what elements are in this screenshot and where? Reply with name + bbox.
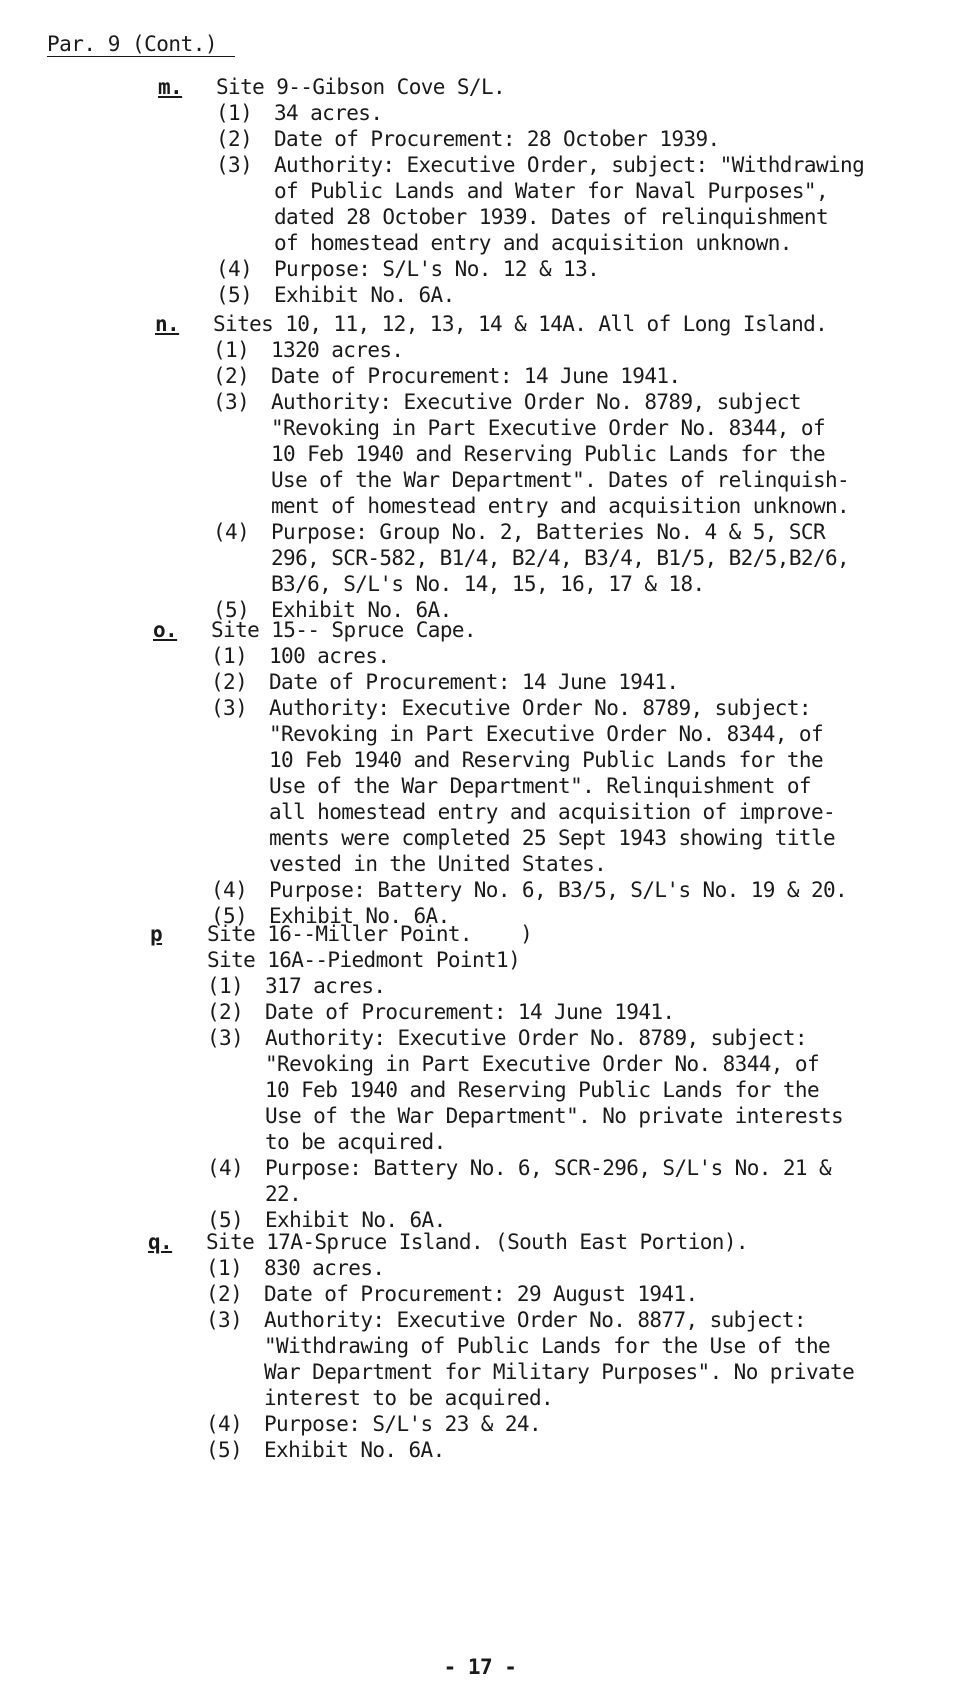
item-number: (4): [213, 520, 250, 544]
list-item: [213, 519, 849, 597]
text-line: Authority: Executive Order No. 8789, subject:: [269, 696, 811, 720]
text-line: Authority: Executive Order, subject: "Withdrawing: [274, 153, 865, 177]
list-item: [216, 152, 864, 256]
item-number: (3): [206, 1308, 243, 1332]
item-number: (3): [216, 153, 253, 177]
item-text: [274, 282, 864, 308]
list-item: [206, 1255, 854, 1281]
text-line: of Public Lands and Water for Naval Purposes",: [274, 179, 828, 203]
item-number: (3): [207, 1026, 244, 1050]
text-line: 10 Feb 1940 and Reserving Public Lands for the: [265, 1078, 819, 1102]
text-line: 100 acres.: [269, 644, 390, 668]
text-line: 10 Feb 1940 and Reserving Public Lands for the: [271, 442, 825, 466]
item-number: (2): [206, 1282, 243, 1306]
item-text: [269, 695, 847, 877]
item-number: (4): [211, 878, 248, 902]
item-number: (5): [216, 283, 253, 307]
text-line: ments were completed 25 Sept 1943 showing title: [269, 826, 836, 850]
item-number: (5): [206, 1438, 243, 1462]
list-item: [211, 695, 847, 877]
text-line: Exhibit No. 6A.: [265, 1208, 446, 1232]
item-number: (2): [213, 364, 250, 388]
section-letter: q.: [148, 1230, 173, 1254]
section-letter: n.: [155, 312, 180, 336]
text-line: 10 Feb 1940 and Reserving Public Lands for the: [269, 748, 823, 772]
section-body: [206, 1229, 854, 1463]
text-line: Exhibit No. 6A.: [269, 904, 450, 928]
text-line: Date of Procurement: 14 June 1941.: [271, 364, 681, 388]
section-body: [207, 921, 843, 1233]
list-item: [213, 389, 849, 519]
text-line: Purpose: Battery No. 6, B3/5, S/L's No. 19 & 20.: [269, 878, 848, 902]
item-text: [274, 152, 864, 256]
text-line: 22.: [265, 1182, 302, 1206]
list-item: [206, 1411, 854, 1437]
text-line: Exhibit No. 6A.: [271, 598, 452, 622]
item-text: [265, 1025, 843, 1155]
item-text: [271, 337, 849, 363]
text-line: "Revoking in Part Executive Order No. 8344, of: [269, 722, 823, 746]
section-letter: p: [150, 922, 163, 946]
item-text: [271, 389, 849, 519]
text-line: dated 28 October 1939. Dates of relinquishment: [274, 205, 828, 229]
page-header: Par. 9 (Cont.): [47, 32, 235, 57]
item-text: [269, 643, 847, 669]
text-line: 34 acres.: [274, 101, 383, 125]
text-line: of homestead entry and acquisition unknown.: [274, 231, 792, 255]
section-letter: o.: [153, 618, 178, 642]
item-text: [274, 256, 864, 282]
text-line: vested in the United States.: [269, 852, 607, 876]
section-title: Site 16--Miller Point. ): [207, 922, 533, 946]
item-number: (4): [206, 1412, 243, 1436]
item-text: [269, 877, 847, 903]
section-title: Site 16A--Piedmont Point1): [207, 948, 521, 972]
item-text: [264, 1255, 854, 1281]
item-number: (2): [207, 1000, 244, 1024]
section-title: Site 9--Gibson Cove S/L.: [216, 75, 506, 99]
text-line: Purpose: S/L's No. 12 & 13.: [274, 257, 600, 281]
text-line: 317 acres.: [265, 974, 386, 998]
item-text: [271, 363, 849, 389]
text-line: to be acquired.: [265, 1130, 446, 1154]
item-text: [264, 1437, 854, 1463]
text-line: Date of Procurement: 14 June 1941.: [269, 670, 679, 694]
list-item: [206, 1307, 854, 1411]
section-body: [211, 617, 847, 929]
list-item: [211, 669, 847, 695]
list-item: [206, 1281, 854, 1307]
item-text: [264, 1281, 854, 1307]
text-line: all homestead entry and acquisition of improve-: [269, 800, 836, 824]
list-item: [216, 282, 864, 308]
item-text: [265, 973, 843, 999]
item-number: (1): [207, 974, 244, 998]
item-text: [265, 999, 843, 1025]
item-number: (1): [213, 338, 250, 362]
section-letter: m.: [158, 75, 183, 99]
text-line: Purpose: Battery No. 6, SCR-296, S/L's No. 21 &: [265, 1156, 832, 1180]
text-line: Authority: Executive Order No. 8789, subject: [271, 390, 801, 414]
text-line: "Revoking in Part Executive Order No. 8344, of: [265, 1052, 819, 1076]
item-number: (5): [211, 904, 248, 928]
text-line: Purpose: Group No. 2, Batteries No. 4 & 5, SCR: [271, 520, 825, 544]
text-line: 830 acres.: [264, 1256, 385, 1280]
list-item: [207, 1025, 843, 1155]
text-line: Authority: Executive Order No. 8877, subject:: [264, 1308, 806, 1332]
section-title: Sites 10, 11, 12, 13, 14 & 14A. All of Long Island.: [213, 312, 828, 336]
item-number: (2): [216, 127, 253, 151]
list-item: [211, 643, 847, 669]
item-number: (1): [206, 1256, 243, 1280]
item-number: (5): [207, 1208, 244, 1232]
item-text: [274, 126, 864, 152]
list-item: [213, 363, 849, 389]
section-title: Site 15-- Spruce Cape.: [211, 618, 476, 642]
list-item: [207, 1155, 843, 1207]
text-line: Use of the War Department". Dates of relinquish-: [271, 468, 850, 492]
text-line: War Department for Military Purposes". No private: [264, 1360, 855, 1384]
list-item: [213, 337, 849, 363]
text-line: ment of homestead entry and acquisition unknown.: [271, 494, 850, 518]
item-number: (4): [207, 1156, 244, 1180]
text-line: Exhibit No. 6A.: [274, 283, 455, 307]
text-line: 296, SCR-582, B1/4, B2/4, B3/4, B1/5, B2/5,B2/6,: [271, 546, 850, 570]
text-line: "Revoking in Part Executive Order No. 8344, of: [271, 416, 825, 440]
text-line: Date of Procurement: 28 October 1939.: [274, 127, 720, 151]
item-number: (3): [213, 390, 250, 414]
item-number: (4): [216, 257, 253, 281]
text-line: Use of the War Department". Relinquishment of: [269, 774, 811, 798]
section-body: [213, 311, 849, 623]
item-text: [265, 1155, 843, 1207]
text-line: Authority: Executive Order No. 8789, subject:: [265, 1026, 807, 1050]
text-line: "Withdrawing of Public Lands for the Use of the: [264, 1334, 831, 1358]
item-number: (3): [211, 696, 248, 720]
item-text: [274, 100, 864, 126]
item-number: (2): [211, 670, 248, 694]
list-item: [216, 100, 864, 126]
page-number: - 17 -: [443, 1655, 517, 1679]
list-item: [207, 973, 843, 999]
item-number: (1): [216, 101, 253, 125]
text-line: 1320 acres.: [271, 338, 404, 362]
list-item: [216, 256, 864, 282]
item-text: [264, 1411, 854, 1437]
list-item: [216, 126, 864, 152]
item-number: (5): [213, 598, 250, 622]
section-title: Site 17A-Spruce Island. (South East Portion).: [206, 1230, 748, 1254]
list-item: [206, 1437, 854, 1463]
text-line: Purpose: S/L's 23 & 24.: [264, 1412, 541, 1436]
text-line: B3/6, S/L's No. 14, 15, 16, 17 & 18.: [271, 572, 705, 596]
section-body: [216, 74, 864, 308]
list-item: [211, 877, 847, 903]
list-item: [207, 999, 843, 1025]
item-number: (1): [211, 644, 248, 668]
text-line: Date of Procurement: 14 June 1941.: [265, 1000, 675, 1024]
item-text: [269, 669, 847, 695]
text-line: interest to be acquired.: [264, 1386, 554, 1410]
text-line: Use of the War Department". No private interests: [265, 1104, 844, 1128]
text-line: Exhibit No. 6A.: [264, 1438, 445, 1462]
text-line: Date of Procurement: 29 August 1941.: [264, 1282, 698, 1306]
item-text: [271, 519, 849, 597]
item-text: [264, 1307, 854, 1411]
